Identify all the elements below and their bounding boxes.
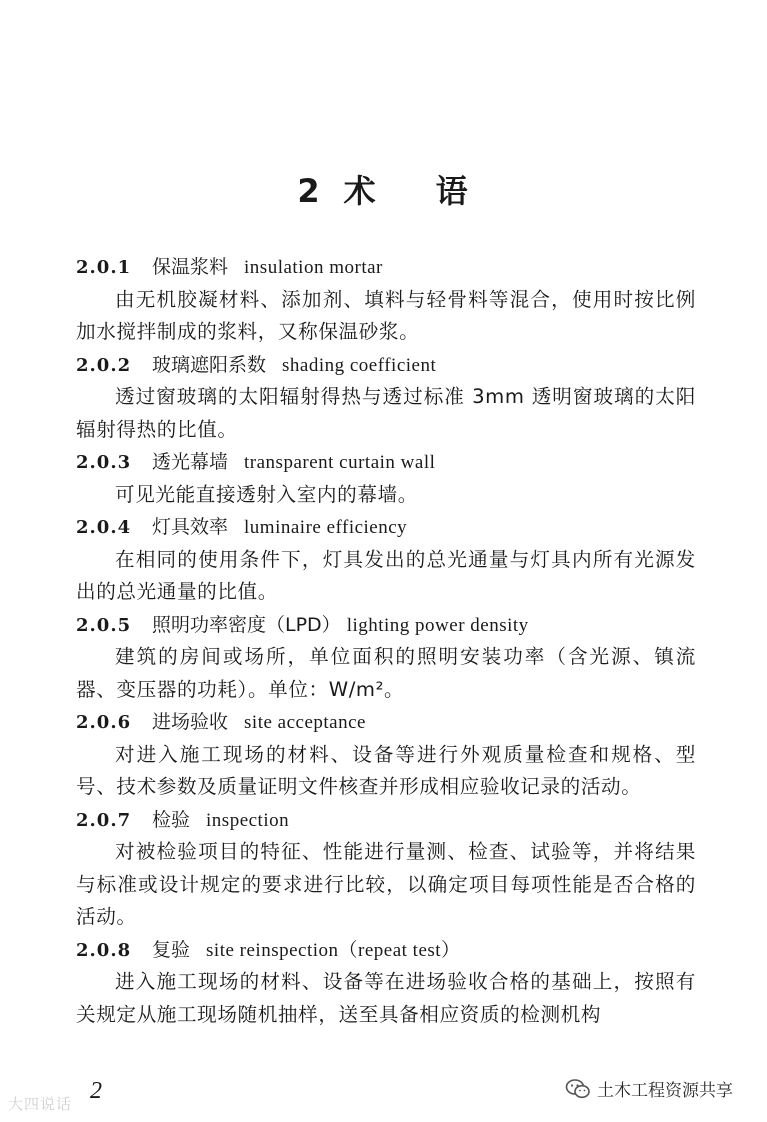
term-heading [76, 251, 696, 284]
term-heading [76, 804, 696, 837]
term-heading [76, 609, 696, 642]
term-chinese: 检验 [152, 808, 191, 831]
definition-line: 比例加水搅拌制成的浆料，又称保温砂浆。 [76, 287, 696, 343]
term-heading [76, 446, 696, 479]
term-number: 2.0.2 [76, 354, 132, 376]
term-english: transparent curtain wall [244, 452, 436, 473]
term-definition [76, 739, 696, 804]
term-definition [76, 836, 696, 934]
term-number: 2.0.7 [76, 809, 132, 831]
term-heading [76, 511, 696, 544]
term-entry [76, 804, 696, 934]
term-entry [76, 511, 696, 609]
term-english: insulation mortar [244, 257, 383, 278]
term-chinese: 透光幕墙 [152, 451, 229, 473]
wechat-icon [565, 1078, 591, 1100]
term-chinese: 照明功率密度（LPD） [152, 613, 341, 636]
definition-line: 进入施工现场的材料、设备等在进场验收合格的基础上，按 [115, 970, 656, 993]
term-chinese: 灯具效率 [152, 516, 229, 538]
definition-line: 否合格的活动。 [76, 872, 696, 928]
term-number: 2.0.1 [76, 257, 132, 278]
term-chinese: 进场验收 [152, 711, 229, 733]
chapter-title [0, 166, 767, 212]
term-chinese: 保温浆料 [152, 256, 229, 278]
term-english: lighting power density [346, 614, 529, 636]
definition-line: 由无机胶凝材料、添加剂、填料与轻骨料等混合，使用时按 [115, 287, 656, 311]
term-definition [76, 966, 696, 1031]
term-english: inspection [206, 809, 290, 831]
definition-line: 在相同的使用条件下，灯具发出的总光通量与灯具内所有光 [115, 547, 656, 571]
definition-line: 建筑的房间或场所，单位面积的照明安装功率（含光源、镇 [115, 645, 676, 668]
term-number: 2.0.5 [76, 614, 132, 636]
term-definition [76, 284, 696, 349]
term-definition [76, 544, 696, 609]
term-chinese: 玻璃遮阳系数 [152, 353, 267, 376]
chapter-title-char-2: 语 [435, 172, 470, 210]
term-heading [76, 934, 696, 967]
chapter-title-char-1: 术 [343, 172, 378, 210]
definition-line: 太阳辐射得热的比值。 [76, 385, 696, 441]
term-entry [76, 349, 696, 447]
chapter-number: 2 [297, 172, 322, 210]
term-heading [76, 706, 696, 739]
definition-line: 源发出的总光通量的比值。 [76, 547, 696, 603]
term-heading [76, 349, 696, 382]
term-entry [76, 609, 696, 707]
term-list [76, 251, 696, 1031]
definition-line: 对被检验项目的特征、性能进行量测、检查、试验等，并将 [115, 840, 656, 863]
page-number: 2 [90, 1078, 102, 1104]
watermark-left: 大四说话 [8, 1095, 73, 1113]
term-entry [76, 251, 696, 349]
definition-line: 照有关规定从施工现场随机抽样，送至具备相应资质的检测机构 [76, 970, 696, 1026]
term-definition [76, 641, 696, 706]
term-number: 2.0.4 [76, 517, 132, 538]
term-entry [76, 446, 696, 511]
definition-line: 透过窗玻璃的太阳辐射得热与透过标准 3mm 透明窗玻璃的 [115, 385, 656, 408]
definition-line: 可见光能直接透射入室内的幕墙。 [115, 482, 418, 506]
term-english: site reinspection（repeat test） [206, 939, 461, 961]
term-number: 2.0.3 [76, 452, 132, 473]
term-number: 2.0.8 [76, 939, 132, 961]
term-english: site acceptance [244, 712, 366, 733]
term-definition [76, 381, 696, 446]
term-english: luminaire efficiency [244, 517, 408, 538]
term-definition [76, 479, 696, 512]
definition-line: 活动。 [580, 775, 642, 798]
term-number: 2.0.6 [76, 712, 132, 733]
watermark-text: 土木工程资源共享 [597, 1081, 733, 1101]
definition-line: 结果与标准或设计规定的要求进行比较，以确定项目每项性能是 [76, 840, 696, 896]
definition-line: 型号、技术参数及质量证明文件核查并形成相应验收记录的 [76, 742, 696, 798]
definition-line: 对进入施工现场的材料、设备等进行外观质量检查和规格、 [115, 742, 676, 766]
watermark-right [565, 1076, 733, 1101]
term-entry [76, 934, 696, 1032]
term-english: shading coefficient [282, 354, 437, 376]
definition-line: 流器、变压器的功耗）。单位：W/m²。 [76, 645, 696, 701]
term-chinese: 复验 [152, 938, 191, 961]
term-entry [76, 706, 696, 804]
